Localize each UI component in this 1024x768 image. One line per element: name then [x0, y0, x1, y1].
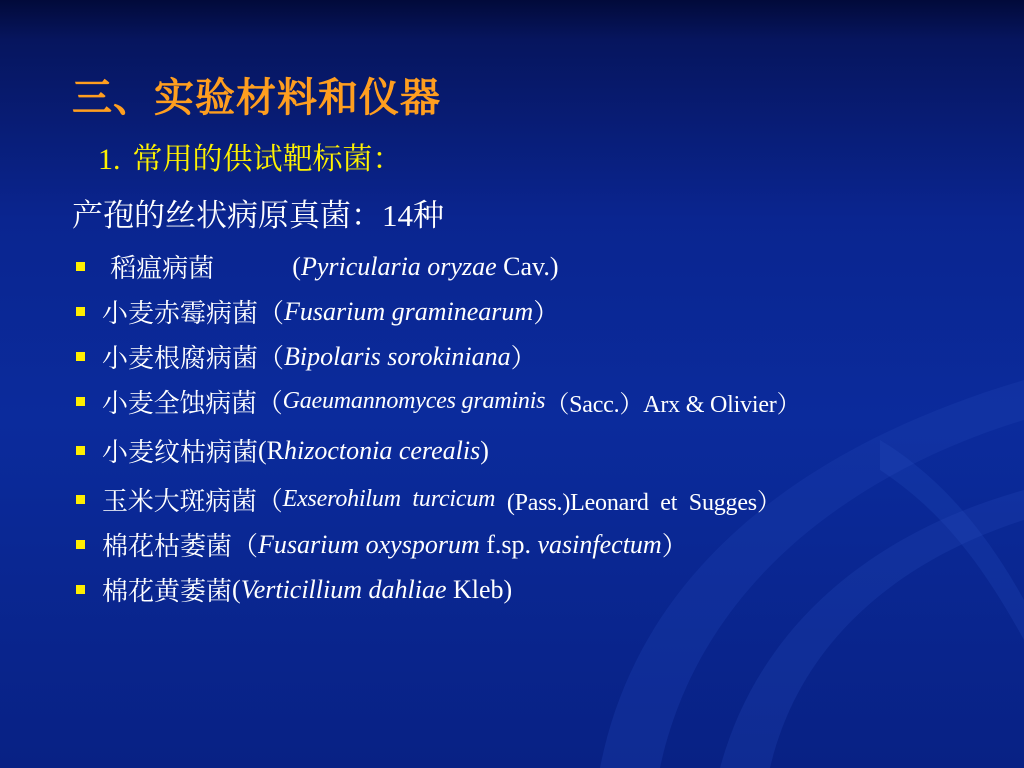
- subtitle-text: 常用的供试靶标菌：: [132, 142, 403, 177]
- list-item: [72, 379, 800, 424]
- section-count: 14种: [382, 198, 444, 233]
- authority: Cav.): [496, 251, 559, 281]
- latin-name: Gaeumannomyces graminis: [282, 388, 546, 414]
- bullet-square-icon: [76, 397, 85, 406]
- bullet-square-icon: [76, 262, 85, 271]
- chinese-name: 稻瘟病菌: [102, 254, 215, 284]
- subtitle: [98, 134, 403, 178]
- fungi-list: [72, 244, 800, 612]
- authority: ）: [661, 532, 688, 562]
- section-label: 产孢的丝状病原真菌：: [72, 198, 382, 234]
- latin-name: Fusarium graminearum: [284, 296, 534, 326]
- paren-open: (: [292, 251, 301, 281]
- bullet-square-icon: [76, 352, 85, 361]
- bullet-square-icon: [76, 540, 85, 549]
- latin-name: Pyricularia oryzae: [300, 251, 497, 281]
- bullet-square-icon: [76, 495, 85, 504]
- section-heading: [72, 190, 444, 235]
- authority: ): [480, 435, 489, 465]
- latin-name: Fusarium oxysporum: [258, 529, 480, 559]
- list-item: [72, 477, 800, 522]
- latin-name: hizoctonia cerealis: [284, 435, 481, 465]
- subtitle-number: 1.: [98, 143, 121, 176]
- latin-name: Exserohilum turcicum: [282, 486, 496, 512]
- paren-open: (: [232, 574, 241, 604]
- list-item: [72, 244, 800, 289]
- authority: Kleb): [446, 574, 513, 604]
- chinese-name: 小麦赤霉病菌（: [102, 299, 285, 329]
- list-item: [72, 567, 800, 612]
- chinese-name: 棉花枯萎菌（: [102, 532, 259, 562]
- authority: ）: [533, 299, 560, 329]
- chinese-name: 玉米大斑病菌（: [102, 487, 283, 517]
- bullet-square-icon: [76, 446, 85, 455]
- latin-name: Bipolaris sorokiniana: [284, 341, 511, 371]
- authority: ）: [510, 344, 537, 374]
- list-item: [72, 522, 800, 567]
- list-item: [72, 289, 800, 334]
- bullet-square-icon: [76, 307, 85, 316]
- list-item: [72, 424, 800, 477]
- latin-name-2: vasinfectum: [537, 529, 662, 559]
- list-item: [72, 334, 800, 379]
- bullet-square-icon: [76, 585, 85, 594]
- chinese-name: 小麦根腐病菌（: [102, 344, 285, 374]
- slide-title: 三、实验材料和仪器: [72, 75, 441, 121]
- chinese-name: 小麦全蚀病菌（: [102, 389, 283, 419]
- chinese-name: 小麦纹枯病菌: [102, 438, 259, 468]
- authority: (Pass.)Leonard et Sugges）: [495, 490, 781, 516]
- forma-specialis: f.sp.: [479, 529, 538, 559]
- latin-name: Verticillium dahliae: [240, 574, 447, 604]
- authority: （Sacc.）Arx & Olivier）: [545, 392, 801, 418]
- chinese-name: 棉花黄萎菌: [102, 577, 233, 607]
- paren-open: (R: [258, 435, 285, 465]
